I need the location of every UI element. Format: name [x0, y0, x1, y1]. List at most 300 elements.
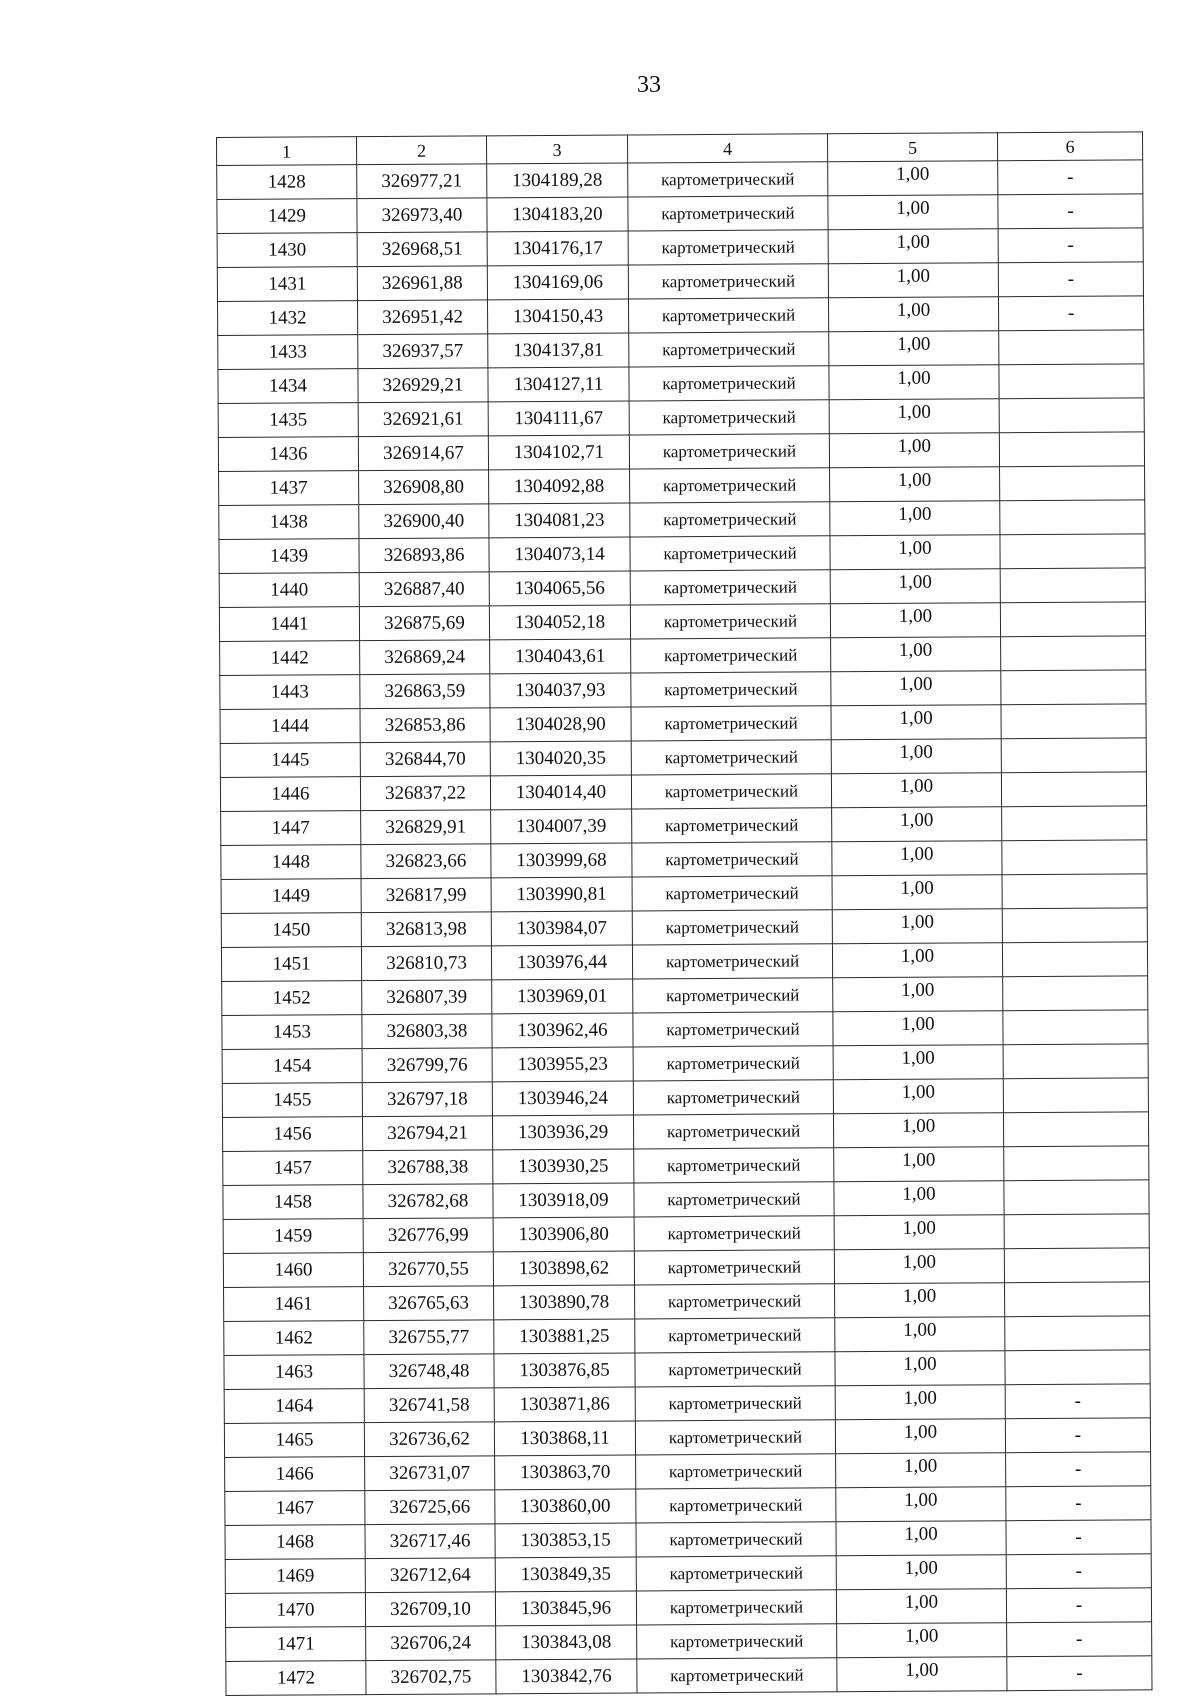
cell-method: картометрический — [633, 1114, 833, 1149]
cell-accuracy: 1,00 — [830, 501, 1000, 536]
table-row — [224, 1282, 1150, 1322]
cell-note — [1001, 772, 1146, 807]
cell-point-number: 1450 — [221, 913, 361, 948]
cell-coordinate-x: 326937,57 — [358, 334, 488, 369]
cell-method: картометрический — [629, 400, 829, 435]
cell-accuracy: 1,00 — [829, 365, 999, 400]
cell-point-number: 1453 — [222, 1015, 362, 1050]
cell-method: картометрический — [629, 366, 829, 401]
cell-point-number: 1439 — [219, 539, 359, 574]
cell-note — [1004, 1146, 1149, 1181]
cell-coordinate-x: 326921,61 — [358, 402, 488, 437]
table-row — [219, 534, 1145, 574]
cell-coordinate-x: 326807,39 — [362, 980, 492, 1015]
table-row — [218, 364, 1144, 404]
cell-method: картометрический — [629, 434, 829, 469]
cell-method: картометрический — [630, 604, 830, 639]
cell-method: картометрический — [634, 1148, 834, 1183]
cell-coordinate-y: 1303871,86 — [494, 1387, 635, 1422]
cell-method: картометрический — [633, 1012, 833, 1047]
cell-accuracy: 1,00 — [834, 1215, 1004, 1250]
cell-coordinate-x: 326968,51 — [357, 232, 487, 267]
cell-coordinate-x: 326853,86 — [360, 708, 490, 743]
cell-accuracy: 1,00 — [830, 467, 1000, 502]
cell-coordinate-x: 326709,10 — [365, 1592, 495, 1627]
cell-note — [1002, 806, 1147, 841]
cell-note — [1003, 1078, 1148, 1113]
cell-coordinate-x: 326782,68 — [363, 1184, 493, 1219]
cell-note — [1001, 670, 1146, 705]
cell-note — [1000, 602, 1145, 637]
cell-accuracy: 1,00 — [828, 229, 998, 264]
cell-point-number: 1433 — [218, 335, 358, 370]
cell-point-number: 1471 — [226, 1627, 366, 1662]
cell-accuracy: 1,00 — [835, 1419, 1005, 1454]
cell-note: - — [998, 194, 1143, 229]
cell-coordinate-x: 326914,67 — [358, 436, 488, 471]
cell-accuracy: 1,00 — [833, 977, 1003, 1012]
table-row — [225, 1520, 1151, 1560]
table-row — [221, 806, 1147, 846]
cell-coordinate-y: 1303898,62 — [493, 1251, 634, 1286]
cell-accuracy: 1,00 — [835, 1283, 1005, 1318]
cell-coordinate-x: 326837,22 — [360, 776, 490, 811]
table-row — [217, 262, 1143, 302]
cell-point-number: 1469 — [225, 1559, 365, 1594]
cell-accuracy: 1,00 — [833, 1045, 1003, 1080]
cell-note — [1003, 976, 1148, 1011]
cell-method: картометрический — [635, 1386, 835, 1421]
table-row — [217, 228, 1143, 268]
cell-point-number: 1468 — [225, 1525, 365, 1560]
cell-coordinate-y: 1303999,68 — [491, 843, 632, 878]
cell-method: картометрический — [632, 808, 832, 843]
cell-method: картометрический — [632, 944, 832, 979]
cell-coordinate-y: 1304028,90 — [490, 707, 631, 742]
cell-coordinate-y: 1303849,35 — [495, 1557, 636, 1592]
cell-point-number: 1465 — [224, 1423, 364, 1458]
cell-coordinate-x: 326776,99 — [363, 1218, 493, 1253]
table-row — [222, 1112, 1148, 1152]
cell-note — [1002, 908, 1147, 943]
cell-coordinate-y: 1303890,78 — [494, 1285, 635, 1320]
cell-note — [1002, 942, 1147, 977]
cell-method: картометрический — [630, 570, 830, 605]
cell-method: картометрический — [628, 196, 828, 231]
cell-point-number: 1457 — [223, 1151, 363, 1186]
table-row — [222, 976, 1148, 1016]
cell-method: картометрический — [630, 502, 830, 537]
cell-note — [999, 432, 1144, 467]
cell-coordinate-y: 1303906,80 — [493, 1217, 634, 1252]
table-row — [224, 1384, 1150, 1424]
cell-coordinate-y: 1304183,20 — [487, 197, 628, 232]
cell-point-number: 1455 — [222, 1083, 362, 1118]
cell-note — [1003, 1010, 1148, 1045]
cell-method: картометрический — [635, 1318, 835, 1353]
table-row — [222, 1044, 1148, 1084]
cell-accuracy: 1,00 — [835, 1351, 1005, 1386]
cell-point-number: 1434 — [218, 369, 358, 404]
cell-accuracy: 1,00 — [830, 535, 1000, 570]
cell-point-number: 1437 — [219, 471, 359, 506]
header-cell-6: 6 — [997, 132, 1142, 161]
cell-coordinate-x: 326869,24 — [360, 640, 490, 675]
cell-accuracy: 1,00 — [834, 1181, 1004, 1216]
cell-method: картометрический — [633, 978, 833, 1013]
cell-coordinate-x: 326961,88 — [357, 266, 487, 301]
cell-coordinate-x: 326951,42 — [358, 300, 488, 335]
cell-method: картометрический — [636, 1556, 836, 1591]
table-row — [219, 568, 1145, 608]
cell-point-number: 1442 — [220, 641, 360, 676]
cell-accuracy: 1,00 — [828, 161, 998, 196]
cell-note: - — [1006, 1520, 1151, 1555]
cell-point-number: 1445 — [220, 743, 360, 778]
cell-accuracy: 1,00 — [828, 195, 998, 230]
cell-note — [1001, 636, 1146, 671]
cell-coordinate-x: 326829,91 — [361, 810, 491, 845]
table-row — [217, 194, 1143, 234]
table-row — [225, 1486, 1151, 1526]
cell-method: картометрический — [631, 774, 831, 809]
cell-coordinate-y: 1304073,14 — [489, 537, 630, 572]
cell-coordinate-x: 326788,38 — [363, 1150, 493, 1185]
cell-coordinate-x: 326717,46 — [365, 1524, 495, 1559]
cell-accuracy: 1,00 — [829, 399, 999, 434]
cell-accuracy: 1,00 — [831, 705, 1001, 740]
cell-point-number: 1447 — [221, 811, 361, 846]
table-row — [223, 1214, 1149, 1254]
cell-coordinate-y: 1303842,76 — [496, 1659, 637, 1694]
cell-point-number: 1462 — [224, 1321, 364, 1356]
cell-coordinate-y: 1304137,81 — [488, 333, 629, 368]
cell-accuracy: 1,00 — [833, 1113, 1003, 1148]
cell-method: картометрический — [634, 1250, 834, 1285]
cell-accuracy: 1,00 — [837, 1623, 1007, 1658]
cell-coordinate-x: 326702,75 — [366, 1660, 496, 1695]
cell-coordinate-y: 1304189,28 — [487, 163, 628, 198]
cell-accuracy: 1,00 — [832, 943, 1002, 978]
cell-point-number: 1470 — [225, 1593, 365, 1628]
table-row — [221, 908, 1147, 948]
cell-accuracy: 1,00 — [835, 1385, 1005, 1420]
cell-point-number: 1459 — [223, 1219, 363, 1254]
cell-point-number: 1430 — [217, 233, 357, 268]
cell-point-number: 1448 — [221, 845, 361, 880]
cell-method: картометрический — [628, 230, 828, 265]
cell-coordinate-x: 326844,70 — [360, 742, 490, 777]
cell-method: картометрический — [630, 536, 830, 571]
cell-accuracy: 1,00 — [831, 773, 1001, 808]
cell-point-number: 1472 — [226, 1661, 366, 1696]
cell-coordinate-y: 1303976,44 — [491, 945, 632, 980]
table-row — [221, 840, 1147, 880]
table-row — [223, 1248, 1149, 1288]
cell-coordinate-x: 326813,98 — [361, 912, 491, 947]
cell-coordinate-y: 1303930,25 — [493, 1149, 634, 1184]
table-row — [225, 1588, 1151, 1628]
cell-coordinate-x: 326797,18 — [362, 1082, 492, 1117]
cell-method: картометрический — [631, 672, 831, 707]
cell-method: картометрический — [628, 162, 828, 197]
cell-accuracy: 1,00 — [832, 841, 1002, 876]
cell-point-number: 1443 — [220, 675, 360, 710]
cell-coordinate-y: 1304111,67 — [488, 401, 629, 436]
cell-note: - — [1006, 1452, 1151, 1487]
table-row — [223, 1180, 1149, 1220]
cell-note: - — [998, 262, 1143, 297]
table-row — [220, 738, 1146, 778]
cell-coordinate-y: 1304081,23 — [489, 503, 630, 538]
cell-point-number: 1452 — [222, 981, 362, 1016]
cell-coordinate-y: 1303962,46 — [492, 1013, 633, 1048]
cell-coordinate-x: 326794,21 — [362, 1116, 492, 1151]
cell-coordinate-x: 326731,07 — [365, 1456, 495, 1491]
cell-note — [1003, 1044, 1148, 1079]
header-cell-1: 1 — [217, 137, 357, 166]
cell-accuracy: 1,00 — [837, 1657, 1007, 1692]
cell-method: картометрический — [636, 1454, 836, 1489]
cell-note: - — [1007, 1622, 1152, 1657]
table-row — [220, 772, 1146, 812]
cell-method: картометрический — [634, 1216, 834, 1251]
cell-coordinate-x: 326765,63 — [364, 1286, 494, 1321]
table-row — [224, 1350, 1150, 1390]
cell-accuracy: 1,00 — [833, 1079, 1003, 1114]
cell-accuracy: 1,00 — [828, 297, 998, 332]
cell-point-number: 1456 — [222, 1117, 362, 1152]
cell-method: картометрический — [637, 1624, 837, 1659]
cell-method: картометрический — [633, 1080, 833, 1115]
cell-coordinate-x: 326929,21 — [358, 368, 488, 403]
cell-point-number: 1428 — [217, 165, 357, 200]
cell-coordinate-y: 1304007,39 — [491, 809, 632, 844]
cell-coordinate-y: 1303946,24 — [492, 1081, 633, 1116]
cell-coordinate-y: 1304014,40 — [490, 775, 631, 810]
cell-coordinate-y: 1303969,01 — [492, 979, 633, 1014]
header-cell-5: 5 — [827, 133, 997, 162]
cell-point-number: 1466 — [225, 1457, 365, 1492]
table-row — [226, 1622, 1152, 1662]
cell-note: - — [998, 160, 1143, 195]
cell-point-number: 1444 — [220, 709, 360, 744]
cell-method: картометрический — [632, 842, 832, 877]
cell-point-number: 1460 — [223, 1253, 363, 1288]
cell-coordinate-y: 1303955,23 — [492, 1047, 633, 1082]
cell-point-number: 1463 — [224, 1355, 364, 1390]
cell-coordinate-y: 1304065,56 — [489, 571, 630, 606]
cell-coordinate-y: 1303845,96 — [495, 1591, 636, 1626]
cell-note — [1000, 534, 1145, 569]
cell-accuracy: 1,00 — [831, 637, 1001, 672]
cell-coordinate-x: 326706,24 — [366, 1626, 496, 1661]
cell-note: - — [1005, 1418, 1150, 1453]
cell-note — [1000, 466, 1145, 501]
cell-accuracy: 1,00 — [835, 1317, 1005, 1352]
cell-note — [1000, 500, 1145, 535]
cell-accuracy: 1,00 — [830, 569, 1000, 604]
cell-coordinate-y: 1304052,18 — [489, 605, 630, 640]
table-row — [224, 1316, 1150, 1356]
cell-method: картометрический — [633, 1046, 833, 1081]
table-row — [219, 466, 1145, 506]
cell-method: картометрический — [630, 468, 830, 503]
cell-note — [1002, 874, 1147, 909]
cell-accuracy: 1,00 — [830, 603, 1000, 638]
cell-coordinate-y: 1303990,81 — [491, 877, 632, 912]
cell-coordinate-y: 1304102,71 — [488, 435, 629, 470]
cell-accuracy: 1,00 — [832, 807, 1002, 842]
cell-coordinate-x: 326893,86 — [359, 538, 489, 573]
cell-coordinate-x: 326770,55 — [363, 1252, 493, 1287]
cell-method: картометрический — [636, 1522, 836, 1557]
cell-note: - — [1007, 1656, 1152, 1691]
cell-coordinate-y: 1303853,15 — [495, 1523, 636, 1558]
cell-note — [999, 330, 1144, 365]
cell-method: картометрический — [632, 910, 832, 945]
cell-coordinate-y: 1304043,61 — [490, 639, 631, 674]
cell-accuracy: 1,00 — [836, 1555, 1006, 1590]
cell-coordinate-x: 326977,21 — [357, 164, 487, 199]
cell-note — [1003, 1112, 1148, 1147]
cell-coordinate-y: 1303876,85 — [494, 1353, 635, 1388]
cell-coordinate-y: 1303868,11 — [494, 1421, 635, 1456]
cell-method: картометрический — [635, 1420, 835, 1455]
table-row — [226, 1656, 1152, 1696]
table-row — [225, 1452, 1151, 1492]
cell-accuracy: 1,00 — [831, 671, 1001, 706]
cell-coordinate-x: 326803,38 — [362, 1014, 492, 1049]
cell-coordinate-y: 1304169,06 — [487, 265, 628, 300]
cell-coordinate-y: 1303843,08 — [496, 1625, 637, 1660]
table-row — [224, 1418, 1150, 1458]
cell-point-number: 1440 — [219, 573, 359, 608]
table-row — [225, 1554, 1151, 1594]
cell-point-number: 1432 — [218, 301, 358, 336]
cell-coordinate-x: 326863,59 — [360, 674, 490, 709]
cell-point-number: 1458 — [223, 1185, 363, 1220]
cell-note — [1005, 1282, 1150, 1317]
cell-method: картометрический — [637, 1658, 837, 1693]
cell-coordinate-x: 326823,66 — [361, 844, 491, 879]
cell-coordinate-y: 1303984,07 — [491, 911, 632, 946]
cell-coordinate-x: 326900,40 — [359, 504, 489, 539]
cell-coordinate-y: 1304037,93 — [490, 673, 631, 708]
cell-method: картометрический — [634, 1182, 834, 1217]
cell-point-number: 1464 — [224, 1389, 364, 1424]
cell-coordinate-y: 1304127,11 — [488, 367, 629, 402]
cell-note: - — [998, 228, 1143, 263]
table-row — [220, 670, 1146, 710]
cell-coordinate-y: 1303936,29 — [492, 1115, 633, 1150]
cell-accuracy: 1,00 — [834, 1147, 1004, 1182]
table-row — [222, 1010, 1148, 1050]
cell-coordinate-y: 1304020,35 — [490, 741, 631, 776]
cell-accuracy: 1,00 — [828, 263, 998, 298]
table-row — [218, 330, 1144, 370]
table-row — [223, 1146, 1149, 1186]
cell-coordinate-x: 326810,73 — [361, 946, 491, 981]
cell-point-number: 1454 — [222, 1049, 362, 1084]
table-body — [217, 160, 1152, 1696]
cell-note: - — [1006, 1554, 1151, 1589]
table-row — [219, 602, 1145, 642]
cell-coordinate-y: 1303863,70 — [495, 1455, 636, 1490]
cell-note — [1001, 738, 1146, 773]
cell-method: картометрический — [636, 1488, 836, 1523]
table-row — [222, 1078, 1148, 1118]
cell-coordinate-x: 326887,40 — [359, 572, 489, 607]
cell-method: картометрический — [631, 638, 831, 673]
cell-coordinate-x: 326799,76 — [362, 1048, 492, 1083]
page-number: 33 — [637, 72, 661, 98]
cell-point-number: 1438 — [219, 505, 359, 540]
cell-method: картометрический — [632, 876, 832, 911]
cell-point-number: 1449 — [221, 879, 361, 914]
coordinates-table — [216, 131, 1153, 1696]
cell-note: - — [1006, 1588, 1151, 1623]
cell-accuracy: 1,00 — [836, 1487, 1006, 1522]
cell-coordinate-x: 326712,64 — [365, 1558, 495, 1593]
cell-method: картометрический — [635, 1352, 835, 1387]
table-row — [219, 500, 1145, 540]
cell-note — [999, 398, 1144, 433]
cell-point-number: 1435 — [218, 403, 358, 438]
table-row — [218, 432, 1144, 472]
table-row — [217, 160, 1143, 200]
table-row — [221, 874, 1147, 914]
cell-accuracy: 1,00 — [833, 1011, 1003, 1046]
cell-note — [1002, 840, 1147, 875]
cell-point-number: 1441 — [219, 607, 359, 642]
cell-note: - — [998, 296, 1143, 331]
cell-method: картометрический — [631, 740, 831, 775]
cell-method: картометрический — [636, 1590, 836, 1625]
cell-coordinate-y: 1303881,25 — [494, 1319, 635, 1354]
cell-coordinate-x: 326741,58 — [364, 1388, 494, 1423]
table-row — [218, 296, 1144, 336]
cell-point-number: 1436 — [218, 437, 358, 472]
cell-accuracy: 1,00 — [836, 1453, 1006, 1488]
cell-accuracy: 1,00 — [832, 909, 1002, 944]
cell-coordinate-x: 326736,62 — [364, 1422, 494, 1457]
cell-accuracy: 1,00 — [836, 1589, 1006, 1624]
cell-coordinate-x: 326725,66 — [365, 1490, 495, 1525]
cell-method: картометрический — [635, 1284, 835, 1319]
cell-point-number: 1429 — [217, 199, 357, 234]
cell-coordinate-y: 1303860,00 — [495, 1489, 636, 1524]
cell-note — [1000, 568, 1145, 603]
cell-method: картометрический — [628, 298, 828, 333]
cell-method: картометрический — [629, 332, 829, 367]
cell-point-number: 1431 — [217, 267, 357, 302]
cell-coordinate-y: 1303918,09 — [493, 1183, 634, 1218]
cell-coordinate-y: 1304092,88 — [489, 469, 630, 504]
cell-coordinate-x: 326973,40 — [357, 198, 487, 233]
cell-note — [999, 364, 1144, 399]
table-row — [220, 636, 1146, 676]
cell-point-number: 1467 — [225, 1491, 365, 1526]
cell-coordinate-y: 1304176,17 — [487, 231, 628, 266]
cell-coordinate-x: 326755,77 — [364, 1320, 494, 1355]
cell-accuracy: 1,00 — [832, 875, 1002, 910]
table-row — [220, 704, 1146, 744]
cell-point-number: 1451 — [221, 947, 361, 982]
cell-note — [1005, 1350, 1150, 1385]
cell-note — [1005, 1316, 1150, 1351]
cell-accuracy: 1,00 — [834, 1249, 1004, 1284]
